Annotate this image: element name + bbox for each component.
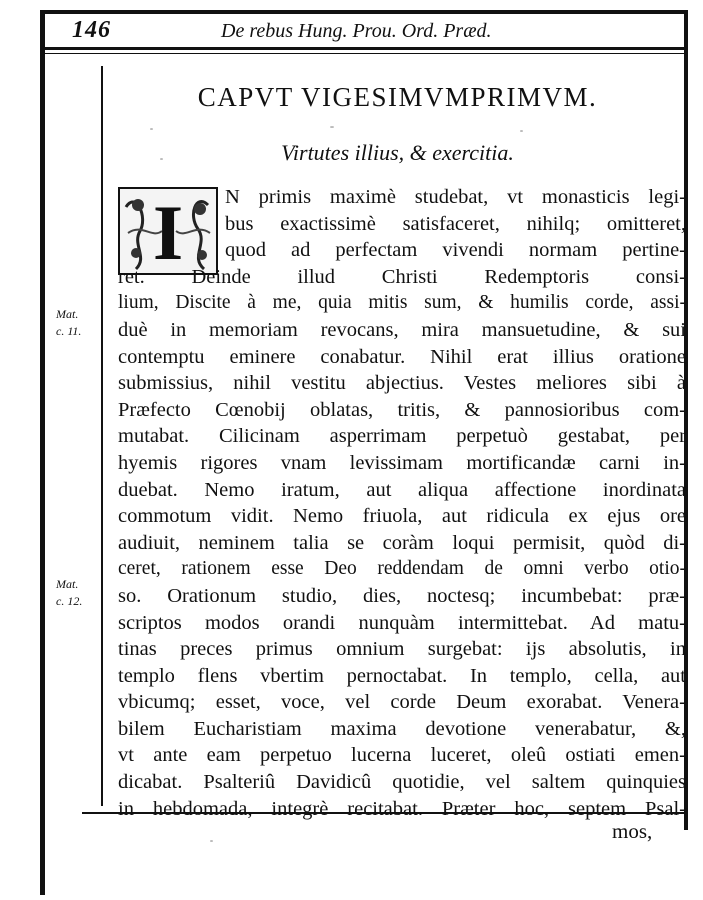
- text-column-rule: [101, 66, 103, 806]
- text-line: lium, Discite à me, quia mitis sum, & humilis corde, assi-: [118, 292, 686, 314]
- text-line: hyemis rigores vnam levissimam mortificandæ carni in-: [118, 451, 686, 474]
- text-line: bilem Eucharistiam maxima devotione venerabatur, &,: [118, 717, 686, 740]
- margin-note: [56, 306, 81, 340]
- running-head: [58, 17, 658, 45]
- text-line: duebat. Nemo iratum, aut aliqua affectione inordinata: [118, 478, 686, 501]
- text-line: so. Orationum studio, dies, noctesq; incumbebat: præ-: [118, 584, 686, 607]
- header-rule-thin: [40, 53, 688, 54]
- text-line: ceret, rationem esse Deo reddendam de omni verbo otio-: [118, 558, 686, 580]
- text-line: audiuit, neminem talia se coràm loqui permisit, quòd di-: [118, 531, 686, 554]
- text-line: quod ad perfectam vivendi normam pertine-: [225, 239, 686, 262]
- page-number: 146: [72, 17, 111, 43]
- frame-left-rule: [40, 10, 45, 895]
- text-line: tinas preces primus omnium surgebat: ijs absolutis, in: [118, 638, 686, 661]
- text-line: in hebdomada, integrè recitabat. Præter hoc, septem Psal-: [118, 797, 686, 820]
- text-line: submissius, nihil vestitu abjectius. Vestes meliores sibi à: [118, 372, 686, 395]
- paper-speck: [210, 840, 213, 842]
- margin-note-book: Mat.: [56, 577, 79, 591]
- margin-note-chapter: c. 12.: [56, 594, 83, 608]
- text-line: templo flens vbertim pernoctabat. In templo, cella, aut: [118, 664, 686, 687]
- chapter-subtitle: Virtutes illius, & exercitia.: [281, 140, 514, 165]
- text-line: mutabat. Cilicinam asperrimam perpetuò gestabat, per: [118, 425, 686, 448]
- text-line: bus exactissimè satisfaceret, nihilq; omitteret,: [225, 212, 686, 235]
- frame-top-rule: [40, 10, 688, 14]
- text-line: N primis maximè studebat, vt monasticis legi-: [225, 186, 686, 208]
- text-line: commotum vidit. Nemo friuola, aut ridicula ex ejus ore: [118, 505, 686, 528]
- paper-speck: [160, 158, 163, 160]
- chapter-title: CAPVT VIGESIMVMPRIMVM.: [197, 82, 598, 112]
- text-line: vbicumq; esset, voce, vel corde Deum exorabat. Venera-: [118, 691, 686, 714]
- initial-letter: I: [152, 189, 184, 275]
- paper-speck: [520, 130, 523, 132]
- text-line: dicabat. Psalteriû Davidicû quotidie, vel saltem quinquies: [118, 771, 686, 794]
- margin-note: [56, 576, 82, 610]
- paper-speck: [330, 126, 334, 128]
- paper-speck: [150, 128, 153, 130]
- catchword: mos,: [612, 819, 653, 843]
- margin-note-chapter: c. 11.: [56, 324, 82, 338]
- margin-note-book: Mat.: [56, 307, 79, 321]
- text-line: contemptu eminere conabatur. Nihil erat illius oratione: [118, 345, 686, 368]
- text-line: duè in memoriam revocans, mira mansuetudine, & sui: [118, 318, 686, 341]
- text-line: ret. Deinde illud Christi Redemptoris consi-: [118, 265, 686, 288]
- running-title: De rebus Hung. Prou. Ord. Præd.: [221, 20, 492, 42]
- text-line: vt ante eam perpetuo lucerna luceret, oleû ostiati emen-: [118, 744, 686, 767]
- text-line: Præfecto Cœnobij oblatas, tritis, & pannosioribus com-: [118, 398, 686, 421]
- body-text: [118, 184, 686, 822]
- header-rule: [40, 47, 688, 50]
- text-line: scriptos modos orandi nunquàm intermittebat. Ad matu-: [118, 611, 686, 634]
